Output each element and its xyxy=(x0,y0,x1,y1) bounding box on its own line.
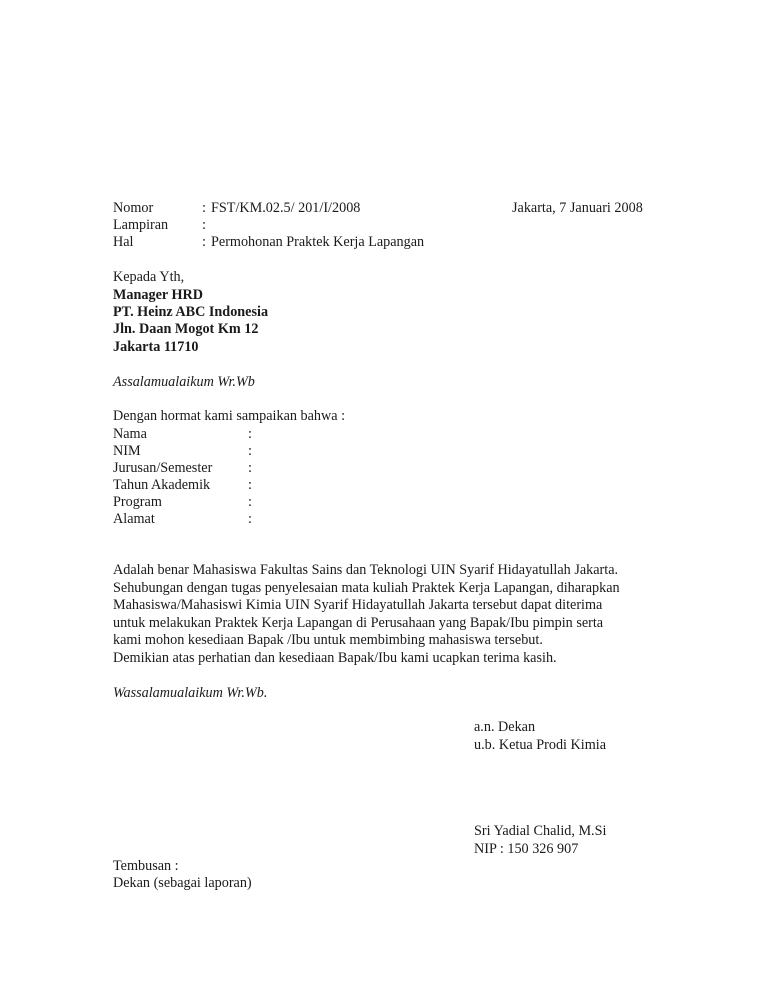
place-date: Jakarta, 7 Januari 2008 xyxy=(512,200,643,216)
signatory-nip: NIP : 150 326 907 xyxy=(474,841,579,857)
signature-line-1: a.n. Dekan xyxy=(474,719,536,735)
recipient-position: Manager HRD xyxy=(113,287,203,303)
field-colon: : xyxy=(248,426,252,442)
body-line: untuk melakukan Praktek Kerja Lapangan di Perusahaan yang Bapak/Ibu pimpin serta xyxy=(113,614,604,631)
field-label: Nama xyxy=(113,426,147,442)
field-colon: : xyxy=(248,494,252,510)
field-label: NIM xyxy=(113,443,141,459)
field-label: Jurusan/Semester xyxy=(113,460,213,476)
field-label: Program xyxy=(113,494,162,510)
body-paragraph xyxy=(113,562,631,668)
lampiran-colon: : xyxy=(202,217,206,233)
body-line: Adalah benar Mahasiswa Fakultas Sains dan Teknologi UIN Syarif Hidayatullah Jakarta. xyxy=(113,562,619,578)
field-label: Alamat xyxy=(113,511,155,527)
body-line: kami mohon kesediaan Bapak /Ibu untuk membimbing mahasiswa tersebut. xyxy=(113,632,543,649)
nomor-colon: : xyxy=(202,200,206,216)
field-colon: : xyxy=(248,460,252,476)
intro-text: Dengan hormat kami sampaikan bahwa : xyxy=(113,408,346,424)
field-colon: : xyxy=(248,443,252,459)
cc-label: Tembusan : xyxy=(113,858,179,874)
hal-value: Permohonan Praktek Kerja Lapangan xyxy=(211,234,425,250)
recipient-company: PT. Heinz ABC Indonesia xyxy=(113,304,269,320)
body-line: Demikian atas perhatian dan kesediaan Bapak/Ibu kami ucapkan terima kasih. xyxy=(113,649,557,666)
nomor-label: Nomor xyxy=(113,200,154,216)
recipient-salutation: Kepada Yth, xyxy=(113,269,185,285)
hal-label: Hal xyxy=(113,234,134,250)
body-line: Mahasiswa/Mahasiswi Kimia UIN Syarif Hidayatullah Jakarta tersebut dapat diterima xyxy=(113,597,603,614)
recipient-street: Jln. Daan Mogot Km 12 xyxy=(113,321,259,337)
signature-line-2: u.b. Ketua Prodi Kimia xyxy=(474,737,607,753)
recipient-city: Jakarta 11710 xyxy=(113,339,199,355)
hal-colon: : xyxy=(202,234,206,250)
cc-recipient: Dekan (sebagai laporan) xyxy=(113,875,252,891)
closing: Wassalamualaikum Wr.Wb. xyxy=(113,685,268,701)
field-colon: : xyxy=(248,511,252,527)
greeting: Assalamualaikum Wr.Wb xyxy=(113,374,255,390)
nomor-value: FST/KM.02.5/ 201/I/2008 xyxy=(211,200,361,216)
field-label: Tahun Akademik xyxy=(113,477,211,493)
field-colon: : xyxy=(248,477,252,493)
lampiran-label: Lampiran xyxy=(113,217,169,233)
body-line: Sehubungan dengan tugas penyelesaian mata kuliah Praktek Kerja Lapangan, diharapkan xyxy=(113,579,620,596)
signatory-name: Sri Yadial Chalid, M.Si xyxy=(474,823,607,839)
